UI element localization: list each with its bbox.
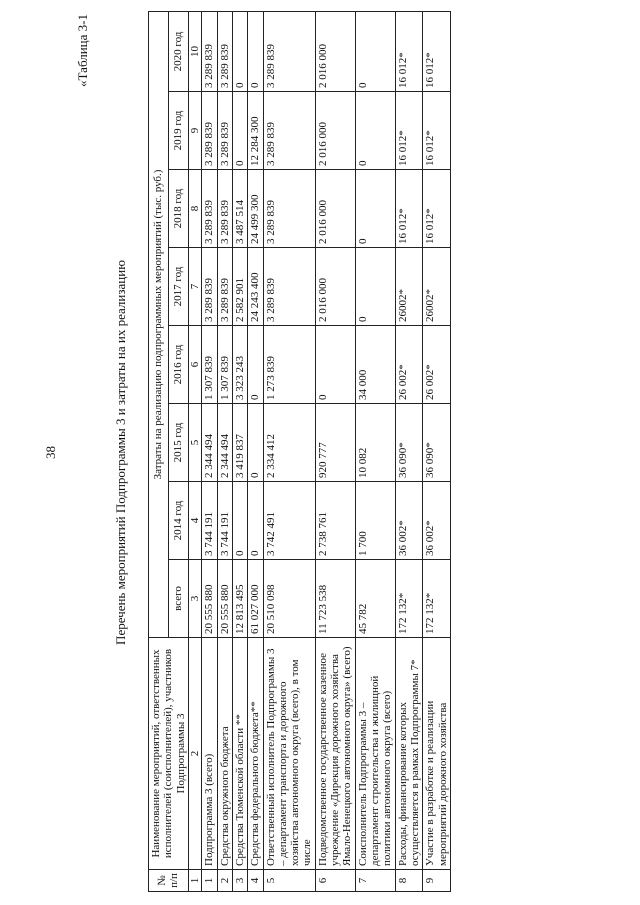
table-row	[232, 11, 247, 891]
value-cell: 0	[355, 170, 395, 248]
value-cell: 45 782	[355, 560, 395, 638]
value-cell: 11 723 538	[315, 560, 355, 638]
value-cell: 3 289 839	[263, 92, 315, 170]
value-cell: 3 289 839	[202, 170, 217, 248]
header-year: 2016 год	[168, 326, 188, 404]
table-row	[395, 11, 423, 891]
value-cell: 20 555 880	[202, 560, 217, 638]
value-cell: 2 016 000	[315, 92, 355, 170]
value-cell: 3 487 514	[232, 170, 247, 248]
header-no: № п/п	[149, 870, 189, 892]
value-cell: 2 582 901	[232, 248, 247, 326]
row-number: 6	[315, 870, 355, 892]
value-cell: 3 744 191	[217, 482, 232, 560]
value-cell: 36 002*	[423, 482, 451, 560]
value-cell: 36 002*	[395, 482, 423, 560]
value-cell: 0	[232, 92, 247, 170]
value-cell: 3 289 839	[202, 11, 217, 91]
value-cell: 2 334 412	[263, 404, 315, 482]
value-cell: 3 323 243	[232, 326, 247, 404]
value-cell: 920 777	[315, 404, 355, 482]
table-label: «Таблица 3-1	[75, 14, 90, 87]
value-cell: 16 012*	[395, 92, 423, 170]
column-index-cell: 3	[188, 560, 201, 638]
row-number: 3	[232, 870, 247, 892]
value-cell: 2 016 000	[315, 248, 355, 326]
value-cell: 24 499 300	[248, 170, 263, 248]
table-row	[315, 11, 355, 891]
value-cell: 172 132*	[423, 560, 451, 638]
value-cell: 0	[355, 248, 395, 326]
value-cell: 36 090*	[395, 404, 423, 482]
row-name: Соисполнитель Подпрограммы 3 – департамент строительства и жилищной политики автономного округа (всего)	[355, 638, 395, 870]
value-cell: 16 012*	[423, 92, 451, 170]
header-row-1	[149, 11, 169, 891]
column-index-row	[188, 11, 201, 891]
row-number: 7	[355, 870, 395, 892]
value-cell: 26 002*	[423, 326, 451, 404]
value-cell: 0	[248, 326, 263, 404]
row-number: 9	[423, 870, 451, 892]
value-cell: 3 289 839	[217, 248, 232, 326]
column-index-cell: 6	[188, 326, 201, 404]
header-total: всего	[168, 560, 188, 638]
value-cell: 1 273 839	[263, 326, 315, 404]
value-cell: 2 344 494	[217, 404, 232, 482]
value-cell: 34 000	[355, 326, 395, 404]
column-index-cell: 5	[188, 404, 201, 482]
value-cell: 1 307 839	[217, 326, 232, 404]
header-year: 2015 год	[168, 404, 188, 482]
row-name: Участие в разработке и реализации мероприятий дорожного хозяйства	[423, 638, 451, 870]
value-cell: 0	[248, 482, 263, 560]
value-cell: 0	[355, 92, 395, 170]
value-cell: 26002*	[423, 248, 451, 326]
value-cell: 0	[355, 11, 395, 91]
value-cell: 3 289 839	[263, 11, 315, 91]
expenses-table	[148, 11, 451, 892]
table-row	[202, 11, 217, 891]
value-cell: 16 012*	[423, 11, 451, 91]
column-index-cell: 1	[188, 870, 201, 892]
value-cell: 2 738 761	[315, 482, 355, 560]
value-cell: 10 082	[355, 404, 395, 482]
value-cell: 3 419 837	[232, 404, 247, 482]
table-row	[423, 11, 451, 891]
value-cell: 2 344 494	[202, 404, 217, 482]
table-row	[263, 11, 315, 891]
row-number: 4	[248, 870, 263, 892]
value-cell: 0	[232, 11, 247, 91]
value-cell: 0	[248, 11, 263, 91]
value-cell: 36 090*	[423, 404, 451, 482]
header-name: Наименование мероприятий, ответственных исполнителей (соисполнителей), участников Подпрограммы 3	[149, 638, 189, 870]
value-cell: 12 813 495	[232, 560, 247, 638]
header-year: 2019 год	[168, 92, 188, 170]
row-number: 5	[263, 870, 315, 892]
value-cell: 3 289 839	[263, 248, 315, 326]
value-cell: 3 289 839	[202, 92, 217, 170]
value-cell: 3 289 839	[217, 92, 232, 170]
column-index-cell: 10	[188, 11, 201, 91]
row-name: Средства окружного бюджета	[217, 638, 232, 870]
row-name: Расходы, финансирование которых осуществляется в рамках Подпрограммы 7*	[395, 638, 423, 870]
page-number: 38	[43, 446, 58, 459]
value-cell: 26 002*	[395, 326, 423, 404]
value-cell: 3 744 191	[202, 482, 217, 560]
value-cell: 1 700	[355, 482, 395, 560]
row-name: Средства Тюменской области **	[232, 638, 247, 870]
value-cell: 16 012*	[395, 170, 423, 248]
value-cell: 0	[232, 482, 247, 560]
table-row	[248, 11, 263, 891]
table-row	[355, 11, 395, 891]
header-year: 2014 год	[168, 482, 188, 560]
header-year: 2018 год	[168, 170, 188, 248]
header-year: 2017 год	[168, 248, 188, 326]
row-name: Подведомственное государственное казенное учреждение «Дирекция дорожного хозяйства Ямало-Ненецкого автономного округа» (всего)	[315, 638, 355, 870]
value-cell: 1 307 839	[202, 326, 217, 404]
value-cell: 0	[315, 326, 355, 404]
value-cell: 3 289 839	[202, 248, 217, 326]
header-year: 2020 год	[168, 11, 188, 91]
column-index-cell: 8	[188, 170, 201, 248]
value-cell: 172 132*	[395, 560, 423, 638]
row-name: Подпрограмма 3 (всего)	[202, 638, 217, 870]
value-cell: 3 742 491	[263, 482, 315, 560]
value-cell: 16 012*	[395, 11, 423, 91]
header-group: Затраты на реализацию подпрограммных мероприятий (тыс. руб.)	[149, 11, 169, 637]
column-index-cell: 2	[188, 638, 201, 870]
value-cell: 2 016 000	[315, 170, 355, 248]
value-cell: 61 027 000	[248, 560, 263, 638]
value-cell: 20 555 880	[217, 560, 232, 638]
value-cell: 2 016 000	[315, 11, 355, 91]
column-index-cell: 4	[188, 482, 201, 560]
row-number: 8	[395, 870, 423, 892]
value-cell: 20 510 098	[263, 560, 315, 638]
value-cell: 3 289 839	[217, 11, 232, 91]
row-name: Ответственный исполнитель Подпрограммы 3 – департамент транспорта и дорожного хозяйства автономного округа (всего), в том числе	[263, 638, 315, 870]
value-cell: 0	[248, 404, 263, 482]
value-cell: 3 289 839	[263, 170, 315, 248]
value-cell: 26002*	[395, 248, 423, 326]
column-index-cell: 7	[188, 248, 201, 326]
row-number: 2	[217, 870, 232, 892]
table-row	[217, 11, 232, 891]
value-cell: 16 012*	[423, 170, 451, 248]
value-cell: 3 289 839	[217, 170, 232, 248]
value-cell: 24 243 400	[248, 248, 263, 326]
table-title: Перечень мероприятий Подпрограммы 3 и затраты на их реализацию	[113, 260, 128, 645]
column-index-cell: 9	[188, 92, 201, 170]
row-number: 1	[202, 870, 217, 892]
value-cell: 12 284 300	[248, 92, 263, 170]
row-name: Средства федерального бюджета**	[248, 638, 263, 870]
